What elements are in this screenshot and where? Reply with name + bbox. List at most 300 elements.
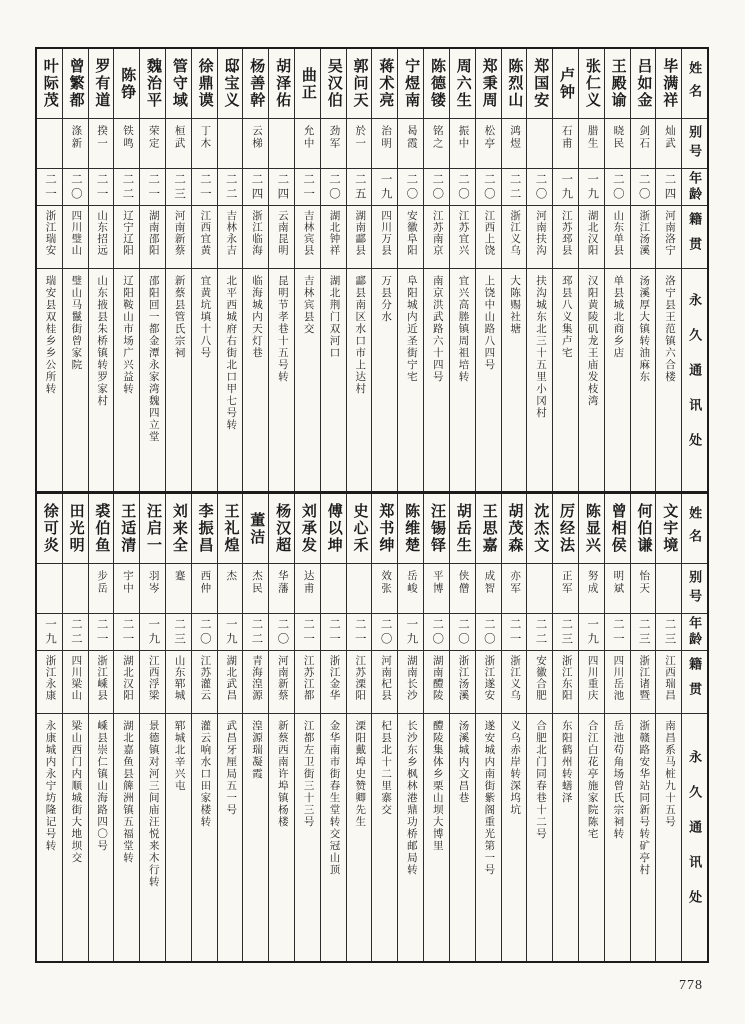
person-name: 周六生 [450, 49, 475, 119]
person-alias: 宇中 [114, 564, 139, 614]
person-address: 酃县南区水口市上达村 [354, 275, 366, 395]
person-native-place: 浙江汤溪 [631, 206, 656, 269]
person-column [475, 49, 501, 491]
person-age: 二〇 [269, 614, 294, 651]
person-column [423, 494, 449, 961]
person-name: 陈显兴 [579, 494, 604, 564]
person-alias: 亦军 [502, 564, 527, 614]
person-name: 裘伯鱼 [89, 494, 114, 564]
person-name: 张仁义 [579, 49, 604, 119]
person-address: 扶沟城东北三十五里小冈村 [534, 275, 546, 419]
person-native-place: 四川重庆 [579, 651, 604, 714]
person-age: 二〇 [321, 169, 346, 206]
person-age: 二〇 [476, 614, 501, 651]
person-native-place: 江苏江都 [295, 651, 320, 714]
person-native-place: 河南杞县 [372, 651, 397, 714]
person-address: 邵阳回一都金潭永家湾魏四立堂 [147, 275, 159, 443]
person-age: 二一 [347, 614, 372, 651]
person-column [371, 494, 397, 961]
person-native-place: 江苏宜兴 [450, 206, 475, 269]
person-address: 上饶中山路八四号 [483, 275, 495, 371]
person-column [217, 494, 243, 961]
person-alias [63, 564, 88, 614]
person-native-place: 河南新蔡 [269, 651, 294, 714]
person-name: 吕如金 [631, 49, 656, 119]
person-alias: 达甫 [295, 564, 320, 614]
person-address: 溧阳戴埠史赞卿先生 [354, 720, 366, 828]
person-name: 陈德镂 [424, 49, 449, 119]
person-age: 二〇 [372, 614, 397, 651]
person-alias: 侠僧 [450, 564, 475, 614]
person-age: 二一 [89, 169, 114, 206]
person-age: 二四 [656, 169, 681, 206]
person-address: 汤溪城内文昌巷 [457, 720, 469, 804]
person-column [526, 494, 552, 961]
person-native-place: 江苏邳县 [553, 206, 578, 269]
header-age: 年龄 [682, 614, 707, 651]
person-name: 郑秉周 [476, 49, 501, 119]
person-age: 一九 [398, 614, 423, 651]
person-age: 二三 [631, 614, 656, 651]
person-native-place: 湖南长沙 [398, 651, 423, 714]
person-address: 武昌牙厘局五一号 [225, 720, 237, 816]
person-name: 吴汉伯 [321, 49, 346, 119]
person-address: 洛宁县王范镇六合楼 [664, 275, 676, 383]
person-column [268, 49, 294, 491]
person-column [139, 494, 165, 961]
person-native-place: 江西宜黄 [192, 206, 217, 269]
person-address: 江都左卫街三十三号 [302, 720, 314, 828]
person-name: 傅以坤 [321, 494, 346, 564]
person-age: 二一 [295, 169, 320, 206]
person-column [630, 494, 656, 961]
person-alias: 西仲 [192, 564, 217, 614]
person-name: 郑书绅 [372, 494, 397, 564]
person-name: 郑国安 [527, 49, 552, 119]
person-name: 沈杰文 [527, 494, 552, 564]
person-column [346, 494, 372, 961]
person-alias: 桓武 [166, 119, 191, 169]
person-column [475, 494, 501, 961]
person-address: 湖北嘉鱼县簰洲镇五福堂转 [121, 720, 133, 864]
person-column [217, 49, 243, 491]
person-alias: 石甫 [553, 119, 578, 169]
person-address: 永康城内永宁坊隆记号转 [44, 720, 56, 852]
person-address: 单县城北商乡店 [612, 275, 624, 359]
person-name: 陈烈山 [502, 49, 527, 119]
person-age: 一九 [218, 614, 243, 651]
person-alias: 怡天 [631, 564, 656, 614]
directory-table [35, 47, 709, 963]
person-address: 山东掖县朱桥镇转罗家村 [96, 275, 108, 407]
person-column [397, 494, 423, 961]
person-native-place: 山东郓城 [166, 651, 191, 714]
person-age: 一九 [553, 169, 578, 206]
person-age: 二〇 [631, 169, 656, 206]
person-address: 临海城内天灯巷 [251, 275, 263, 359]
person-age: 二一 [114, 614, 139, 651]
person-address: 吉林宾县交 [302, 275, 314, 335]
person-name: 董洁 [243, 494, 268, 564]
person-address: 长沙东乡枫林港鼎功桥邮局转 [405, 720, 417, 876]
person-age: 二一 [321, 614, 346, 651]
person-alias: 岳峻 [398, 564, 423, 614]
person-native-place: 浙江临海 [243, 206, 268, 269]
person-age: 二三 [166, 169, 191, 206]
person-native-place: 江苏溧阳 [347, 651, 372, 714]
person-native-place: 浙江瑞安 [37, 206, 62, 269]
person-address: 醴陵集体乡栗山坝大博里 [431, 720, 443, 852]
person-column [294, 49, 320, 491]
person-age: 二一 [37, 169, 62, 206]
person-name: 毕满祥 [656, 49, 681, 119]
person-native-place: 湖南邵阳 [140, 206, 165, 269]
person-name: 宁煜南 [398, 49, 423, 119]
person-name: 何伯谦 [631, 494, 656, 564]
person-name: 管守域 [166, 49, 191, 119]
person-native-place: 湖南酃县 [347, 206, 372, 269]
header-native: 籍贯 [682, 206, 707, 269]
person-address: 合江白花亭施家院陈宅 [586, 720, 598, 840]
person-address: 新蔡西南许埠镇杨楼 [276, 720, 288, 828]
person-age: 一九 [37, 614, 62, 651]
person-native-place: 浙江义乌 [502, 206, 527, 269]
person-name: 胡茂森 [502, 494, 527, 564]
person-age: 二〇 [527, 169, 552, 206]
person-column [191, 49, 217, 491]
person-native-place: 浙江东阳 [553, 651, 578, 714]
person-alias: 劲军 [321, 119, 346, 169]
person-age: 一九 [140, 614, 165, 651]
person-name: 徐可炎 [37, 494, 62, 564]
person-column [655, 494, 681, 961]
person-native-place: 云南昆明 [269, 206, 294, 269]
person-native-place: 河南扶沟 [527, 206, 552, 269]
person-native-place: 吉林宾县 [295, 206, 320, 269]
person-native-place: 安徽阜阳 [398, 206, 423, 269]
person-alias: 鸿煜 [502, 119, 527, 169]
person-address: 阜阳城内近圣街宁宅 [405, 275, 417, 383]
person-alias: 允中 [295, 119, 320, 169]
person-address: 万县分水 [380, 275, 392, 323]
person-column [242, 49, 268, 491]
person-name: 邸宝义 [218, 49, 243, 119]
person-native-place: 浙江诸暨 [631, 651, 656, 714]
person-column [449, 49, 475, 491]
person-alias: 揆一 [89, 119, 114, 169]
person-alias: 平博 [424, 564, 449, 614]
person-alias [347, 564, 372, 614]
table-section-bottom [37, 491, 707, 961]
person-alias: 铭之 [424, 119, 449, 169]
person-age: 二一 [502, 614, 527, 651]
header-column-bottom [681, 494, 707, 961]
person-column [139, 49, 165, 491]
person-native-place: 湖北汉阳 [114, 651, 139, 714]
person-native-place: 浙江义乌 [502, 651, 527, 714]
person-address: 灌云响水口田家楼转 [199, 720, 211, 828]
person-column [630, 49, 656, 491]
person-address: 景德镇对河三间庙汪悦来木行转 [147, 720, 159, 888]
person-column [397, 49, 423, 491]
person-address: 昆明节孝巷十五号转 [276, 275, 288, 383]
person-name: 王适清 [114, 494, 139, 564]
person-native-place: 安徽合肥 [527, 651, 552, 714]
person-column [371, 49, 397, 491]
person-age: 一九 [372, 169, 397, 206]
person-alias [37, 564, 62, 614]
person-name: 徐鼎谟 [192, 49, 217, 119]
person-age: 二〇 [398, 169, 423, 206]
person-name: 汪锡铎 [424, 494, 449, 564]
person-alias [218, 119, 243, 169]
person-column [501, 49, 527, 491]
person-column [501, 494, 527, 961]
person-alias: 蹇 [166, 564, 191, 614]
person-native-place: 江西瑞昌 [656, 651, 681, 714]
person-native-place: 浙江汤溪 [450, 651, 475, 714]
person-age: 二五 [347, 169, 372, 206]
person-native-place: 湖北钟祥 [321, 206, 346, 269]
person-column [655, 49, 681, 491]
person-alias: 晓民 [605, 119, 630, 169]
person-name: 陈维楚 [398, 494, 423, 564]
person-age: 二三 [166, 614, 191, 651]
person-address: 梁山西门内顺城街大地坝交 [70, 720, 82, 864]
person-native-place: 湖北武昌 [218, 651, 243, 714]
header-column-top [681, 49, 707, 491]
person-name: 曾繁都 [63, 49, 88, 119]
person-column [552, 49, 578, 491]
person-name: 魏治平 [140, 49, 165, 119]
header-address: 永久通讯处 [687, 750, 703, 925]
person-column [113, 494, 139, 961]
person-alias [527, 119, 552, 169]
person-native-place: 湖北汉阳 [579, 206, 604, 269]
person-column [37, 494, 62, 961]
page-number: 778 [679, 978, 703, 993]
person-address: 瑞安县双桂乡乡公所转 [44, 275, 56, 395]
person-address: 南京洪武路六十四号 [431, 275, 443, 383]
person-name: 卢钟 [553, 49, 578, 119]
person-alias: 荣定 [140, 119, 165, 169]
person-native-place: 山东招远 [89, 206, 114, 269]
person-alias: 涤新 [63, 119, 88, 169]
person-column [242, 494, 268, 961]
person-native-place: 江苏南京 [424, 206, 449, 269]
person-alias: 羽岑 [140, 564, 165, 614]
person-alias [527, 564, 552, 614]
table-section-top [37, 49, 707, 491]
person-age: 二一 [192, 169, 217, 206]
person-column [62, 494, 88, 961]
person-age: 二三 [553, 614, 578, 651]
person-native-place: 山东单县 [605, 206, 630, 269]
person-alias: 剑石 [631, 119, 656, 169]
person-alias: 华藩 [269, 564, 294, 614]
person-alias: 振中 [450, 119, 475, 169]
person-name: 史心禾 [347, 494, 372, 564]
person-column [191, 494, 217, 961]
person-age: 二〇 [450, 169, 475, 206]
person-native-place: 吉林永吉 [218, 206, 243, 269]
person-alias: 杰民 [243, 564, 268, 614]
person-name: 杨善幹 [243, 49, 268, 119]
person-name: 叶际茂 [37, 49, 62, 119]
person-age: 二四 [269, 169, 294, 206]
person-age: 二二 [63, 614, 88, 651]
person-native-place: 浙江永康 [37, 651, 62, 714]
person-address: 辽阳鞍山市场广兴益转 [121, 275, 133, 395]
person-native-place: 浙江嵊县 [89, 651, 114, 714]
person-name: 汪启一 [140, 494, 165, 564]
person-alias: 明斌 [605, 564, 630, 614]
person-age: 一九 [579, 169, 604, 206]
person-column [526, 49, 552, 491]
person-alias [656, 564, 681, 614]
person-age: 二一 [140, 169, 165, 206]
header-address: 永久通讯处 [687, 292, 703, 468]
person-age: 二三 [656, 614, 681, 651]
person-name: 厉经法 [553, 494, 578, 564]
person-name: 王礼煌 [218, 494, 243, 564]
person-address: 邳县八义集卢宅 [560, 275, 572, 359]
person-age: 二二 [243, 614, 268, 651]
person-name: 曾相侯 [605, 494, 630, 564]
person-name: 胡岳生 [450, 494, 475, 564]
person-name: 曲正 [295, 49, 320, 119]
person-name: 李振昌 [192, 494, 217, 564]
person-age: 二〇 [63, 169, 88, 206]
person-alias: 云梯 [243, 119, 268, 169]
person-native-place: 湖南醴陵 [424, 651, 449, 714]
header-age: 年龄 [682, 169, 707, 206]
person-age: 二四 [243, 169, 268, 206]
person-column [604, 49, 630, 491]
person-address: 北平西城府右街北口甲七号转 [225, 275, 237, 431]
person-column [88, 49, 114, 491]
person-native-place: 浙江遂安 [476, 651, 501, 714]
person-alias: 腊生 [579, 119, 604, 169]
person-name: 王殿谕 [605, 49, 630, 119]
person-alias: 治明 [372, 119, 397, 169]
person-name: 刘承发 [295, 494, 320, 564]
person-column [165, 49, 191, 491]
person-age: 二〇 [192, 614, 217, 651]
person-alias: 於一 [347, 119, 372, 169]
person-address: 合肥北门同春巷十二号 [534, 720, 546, 840]
header-alias: 别号 [682, 564, 707, 614]
person-address: 新蔡县管氏宗祠 [173, 275, 185, 359]
person-age: 二〇 [424, 614, 449, 651]
person-column [320, 494, 346, 961]
person-column [346, 49, 372, 491]
person-name: 蒋术亮 [372, 49, 397, 119]
person-alias: 曷霞 [398, 119, 423, 169]
header-name: 姓名 [682, 49, 707, 119]
person-column [268, 494, 294, 961]
person-column [320, 49, 346, 491]
person-age: 二〇 [605, 169, 630, 206]
person-address: 郓城北辛兴屯 [173, 720, 185, 792]
person-address: 璧山马鬣街曾家院 [70, 275, 82, 371]
person-alias: 杰 [218, 564, 243, 614]
person-native-place: 江苏灌云 [192, 651, 217, 714]
person-name: 文宇境 [656, 494, 681, 564]
person-address: 汉阳黄陵矶龙王庙发枝湾 [586, 275, 598, 407]
person-column [37, 49, 62, 491]
person-address: 宜兴高塍镇周祖培转 [457, 275, 469, 383]
person-alias: 成智 [476, 564, 501, 614]
person-address: 嵊县崇仁镇山海路四〇号 [96, 720, 108, 852]
person-native-place: 青海湟源 [243, 651, 268, 714]
person-address: 金华南市街春生堂转交冠山顶 [328, 720, 340, 876]
header-alias: 别号 [682, 119, 707, 169]
person-name: 田光明 [63, 494, 88, 564]
person-address: 宜黄坑填十八号 [199, 275, 211, 359]
person-alias: 效张 [372, 564, 397, 614]
person-alias: 松亭 [476, 119, 501, 169]
person-address: 浙赣路安华站同新号转矿亭村 [638, 720, 650, 876]
person-address: 杞县北十二里寨交 [380, 720, 392, 816]
person-age: 一九 [579, 614, 604, 651]
person-column [88, 494, 114, 961]
person-native-place: 辽宁辽阳 [114, 206, 139, 269]
person-native-place: 江西上饶 [476, 206, 501, 269]
person-age: 二二 [502, 169, 527, 206]
person-age: 二〇 [450, 614, 475, 651]
person-address: 湖北荆门双河口 [328, 275, 340, 359]
person-native-place: 江西浮梁 [140, 651, 165, 714]
person-native-place: 四川万县 [372, 206, 397, 269]
person-age: 二〇 [476, 169, 501, 206]
person-column [578, 494, 604, 961]
person-column [294, 494, 320, 961]
person-column [604, 494, 630, 961]
person-age: 二二 [218, 169, 243, 206]
person-name: 杨汉超 [269, 494, 294, 564]
person-address: 义乌赤岸转深坞坑 [509, 720, 521, 816]
person-address: 东阳鹤州转蟮泽 [560, 720, 572, 804]
person-native-place: 浙江金华 [321, 651, 346, 714]
person-alias: 正军 [553, 564, 578, 614]
person-column [113, 49, 139, 491]
person-native-place: 河南洛宁 [656, 206, 681, 269]
person-native-place: 四川岳池 [605, 651, 630, 714]
person-column [449, 494, 475, 961]
person-name: 刘来全 [166, 494, 191, 564]
person-alias [269, 119, 294, 169]
person-column [552, 494, 578, 961]
person-alias: 步岳 [89, 564, 114, 614]
person-alias: 努成 [579, 564, 604, 614]
person-alias [37, 119, 62, 169]
person-column [62, 49, 88, 491]
person-address: 南昌系马桩九十五号 [664, 720, 676, 828]
person-column [165, 494, 191, 961]
person-column [578, 49, 604, 491]
person-age: 二一 [89, 614, 114, 651]
person-alias [321, 564, 346, 614]
person-native-place: 河南新蔡 [166, 206, 191, 269]
person-column [423, 49, 449, 491]
person-name: 胡泽佑 [269, 49, 294, 119]
person-native-place: 四川璧山 [63, 206, 88, 269]
person-address: 遂安城内南街紫阁重光第一号 [483, 720, 495, 876]
person-age: 二二 [114, 169, 139, 206]
person-age: 二一 [605, 614, 630, 651]
person-age: 二一 [295, 614, 320, 651]
